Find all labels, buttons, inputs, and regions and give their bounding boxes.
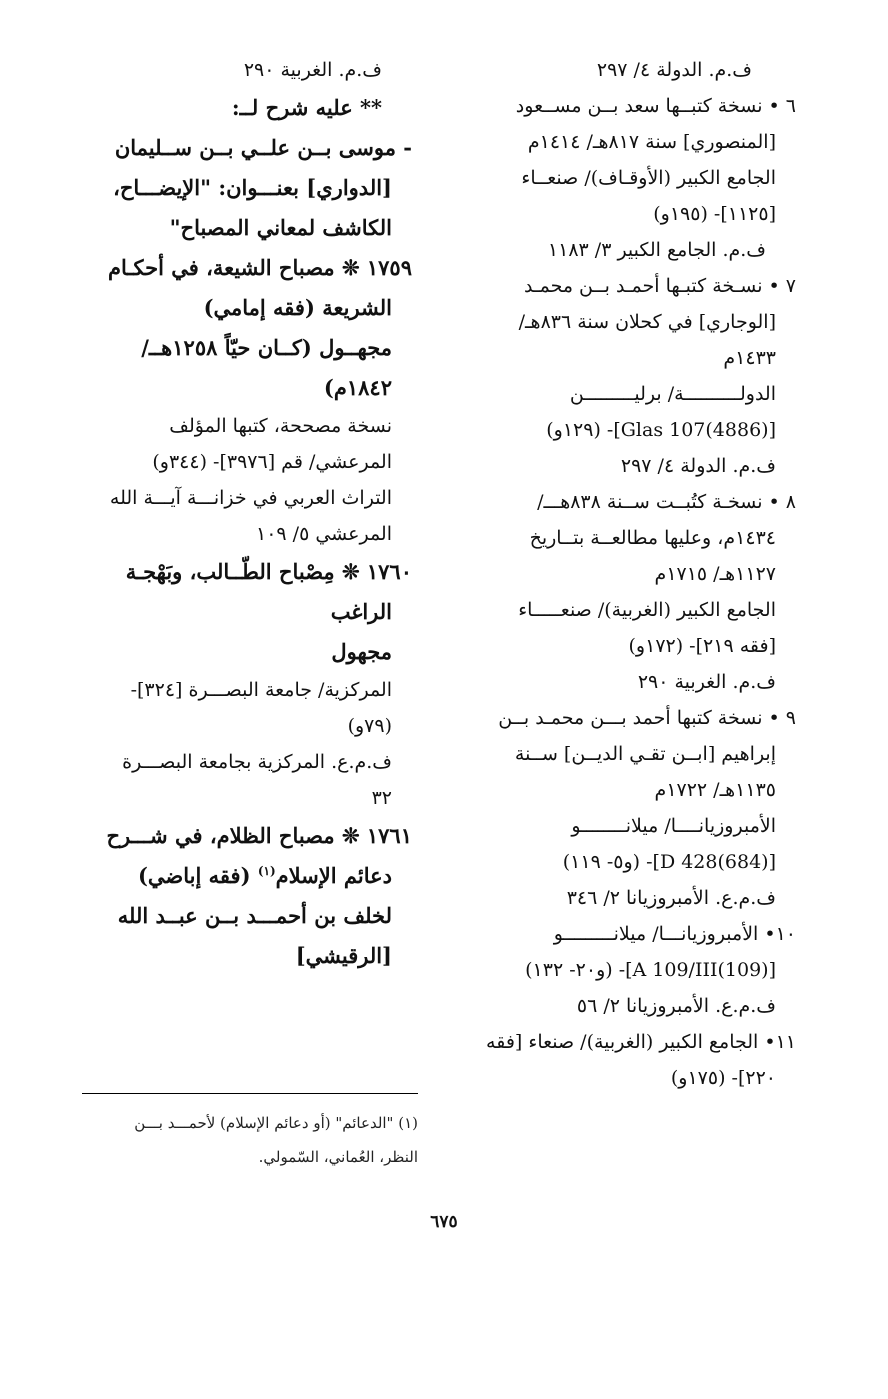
text-line	[78, 368, 412, 408]
line-text: ١٧٦١ ❊ مصباح الظلام، في شـــرح	[106, 823, 412, 848]
line-text: - موسى بــن علــي بــن ســليمان	[114, 135, 412, 160]
text-line	[78, 248, 412, 288]
text-line	[78, 168, 412, 208]
line-text: دعائم الإسلام	[275, 863, 392, 888]
text-line	[426, 520, 796, 556]
text-line	[78, 592, 412, 632]
line-text: ف.م.ع. الأمبروزيانا ٢/ ٣٤٦	[566, 887, 776, 909]
line-text: [الرقيشي]	[295, 943, 392, 968]
line-text: ف.م.ع. الأمبروزيانا ٢/ ٥٦	[576, 995, 776, 1017]
footnote-divider	[82, 1093, 418, 1094]
text-line	[78, 516, 412, 552]
line-text: ٦ • نسخة كتبــها سعد بــن مســعود	[515, 95, 796, 117]
line-text: ٩ • نسخة كتبها أحمد بـــن محمـد بــن	[498, 707, 796, 729]
text-line	[78, 816, 412, 856]
text-line	[78, 52, 412, 88]
text-line	[78, 708, 412, 744]
text-line	[78, 744, 412, 780]
page-number: ٦٧٥	[430, 1212, 458, 1232]
line-text: [الوجاري] في كحلان سنة ٨٣٦هـ/	[518, 311, 776, 333]
line-text: ١٧٦٠ ❊ مِصْباح الطّــالب، وبَهْجـة	[125, 559, 412, 584]
line-text: الشريعة (فقه إمامي)	[203, 295, 392, 320]
left-column	[78, 52, 412, 976]
footnote-line: النظر، العُماني، السّمولي.	[258, 1148, 418, 1166]
line-text: [D 428(684)]- (و٥- ١١٩)	[562, 851, 776, 873]
line-text: [الدواري] بعنـــوان: "الإيضـــاح،	[113, 175, 392, 200]
line-text: ٢٢٠]- (١٧٥و)	[670, 1067, 776, 1089]
text-line	[78, 408, 412, 444]
line-text: ف.م. الدولة ٤/ ٢٩٧	[620, 455, 776, 477]
line-text: [Glas 107(4886)]- (١٢٩و)	[546, 419, 776, 441]
line-text: مجهــول (كــان حيّاً ١٢٥٨هــ/	[141, 335, 392, 360]
text-line	[78, 88, 412, 128]
text-line	[78, 632, 412, 672]
line-text: مجهول	[331, 639, 392, 664]
line-text: ٧ • نسـخة كتبـها أحمـد بــن محمـد	[524, 275, 796, 297]
text-line	[426, 628, 796, 664]
line-text: ١٤٣٤م، وعليها مطالعــة بتــاريخ	[529, 527, 776, 549]
text-line	[426, 376, 796, 412]
text-line	[426, 880, 796, 916]
text-line	[78, 780, 412, 816]
line-text: الأمبروزيانــــا/ ميلانــــــــو	[571, 815, 776, 837]
footnote-line: (١) "الدعائم" (أو دعائم الإسلام) لأحمـــد بـــن	[134, 1114, 418, 1132]
text-line	[78, 444, 412, 480]
text-line	[426, 484, 796, 520]
line-text: المرعشي/ قم [٣٩٧٦]- (٣٤٤و)	[152, 451, 392, 473]
line-text: الكاشف لمعاني المصباح"	[169, 215, 392, 240]
footnote-marker: (١)	[257, 864, 276, 878]
line-text: ١١٣٥هـ/ ١٧٢٢م	[654, 779, 776, 801]
right-column	[426, 52, 796, 1096]
line-text: الجامع الكبير (الأوقـاف)/ صنعــاء	[521, 167, 776, 189]
line-text: ** عليه شرح لــ:	[231, 95, 382, 120]
text-line	[426, 412, 796, 448]
text-line	[426, 808, 796, 844]
text-line	[78, 288, 412, 328]
text-line	[426, 772, 796, 808]
line-text: ١٠• الأمبروزيانـــا/ ميلانـــــــــو	[553, 923, 796, 945]
text-line	[78, 856, 412, 896]
line-text: ف.م. الغربية ٢٩٠	[243, 59, 382, 81]
text-line	[426, 340, 796, 376]
line-text: إبراهيم [ابــن تقـي الديــن] ســنة	[514, 743, 776, 765]
text-line	[426, 988, 796, 1024]
text-line	[426, 556, 796, 592]
text-line	[426, 268, 796, 304]
text-line	[78, 480, 412, 516]
line-text: ١٨٤٢م)	[323, 375, 392, 400]
line-text: (٧٩و)	[347, 715, 392, 737]
text-line	[426, 664, 796, 700]
text-line	[78, 896, 412, 936]
line-text: ف.م.ع. المركزية بجامعة البصـــرة	[122, 751, 392, 773]
text-line	[426, 448, 796, 484]
line-text: ف.م. الدولة ٤/ ٢٩٧	[596, 59, 752, 81]
footnote	[82, 1106, 418, 1174]
text-line	[426, 52, 796, 88]
line-text: ٣٢	[371, 787, 392, 809]
line-text: ٨ • نسخـة كتُبــت ســنة ٨٣٨هـــ/	[537, 491, 796, 513]
line-text: ١٤٣٣م	[723, 347, 776, 369]
text-line	[426, 1024, 796, 1060]
line-text: المرعشي ٥/ ١٠٩	[256, 523, 392, 545]
line-text: [فقه ٢١٩]- (١٧٢و)	[628, 635, 776, 657]
text-line	[426, 196, 796, 232]
line-text: ١٧٥٩ ❊ مصباح الشيعة، في أحكـام	[107, 255, 412, 280]
text-line	[78, 208, 412, 248]
text-line	[78, 328, 412, 368]
text-line	[78, 936, 412, 976]
line-text: ١١• الجامع الكبير (الغربية)/ صنعاء [فقه	[486, 1031, 796, 1053]
text-line	[426, 304, 796, 340]
text-line	[426, 844, 796, 880]
text-line	[426, 916, 796, 952]
line-text: الدولــــــــــة/ برليـــــــــن	[569, 383, 776, 405]
line-text: [المنصوري] سنة ٨١٧هـ/ ١٤١٤م	[527, 131, 776, 153]
line-text: ١١٢٧هـ/ ١٧١٥م	[654, 563, 776, 585]
text-line	[78, 552, 412, 592]
line-text: [١١٢٥]- (١٩٥و)	[653, 203, 776, 225]
text-line	[426, 88, 796, 124]
line-text: المركزية/ جامعة البصـــرة [٣٢٤]-	[130, 679, 392, 701]
line-text: الراغب	[330, 599, 392, 624]
line-text: الجامع الكبير (الغربية)/ صنعـــــاء	[518, 599, 776, 621]
text-line	[78, 128, 412, 168]
text-line	[78, 672, 412, 708]
text-line	[426, 700, 796, 736]
text-line	[426, 124, 796, 160]
line-text: ف.م. الغربية ٢٩٠	[637, 671, 776, 693]
text-line	[426, 592, 796, 628]
line-text: ف.م. الجامع الكبير ٣/ ١١٨٣	[547, 239, 766, 261]
text-line	[426, 1060, 796, 1096]
line-text-continued: (فقه إباضي)	[137, 863, 258, 888]
line-text: التراث العربي في خزانـــة آيـــة الله	[109, 487, 392, 509]
text-line	[426, 736, 796, 772]
text-line	[426, 160, 796, 196]
line-text: [A 109/III(109)]- (و٢٠- ١٣٢)	[525, 959, 776, 981]
line-text: نسخة مصححة، كتبها المؤلف	[169, 415, 392, 437]
line-text: لخلف بن أحمـــد بــن عبــد الله	[117, 903, 392, 928]
text-line	[426, 952, 796, 988]
text-line	[426, 232, 796, 268]
